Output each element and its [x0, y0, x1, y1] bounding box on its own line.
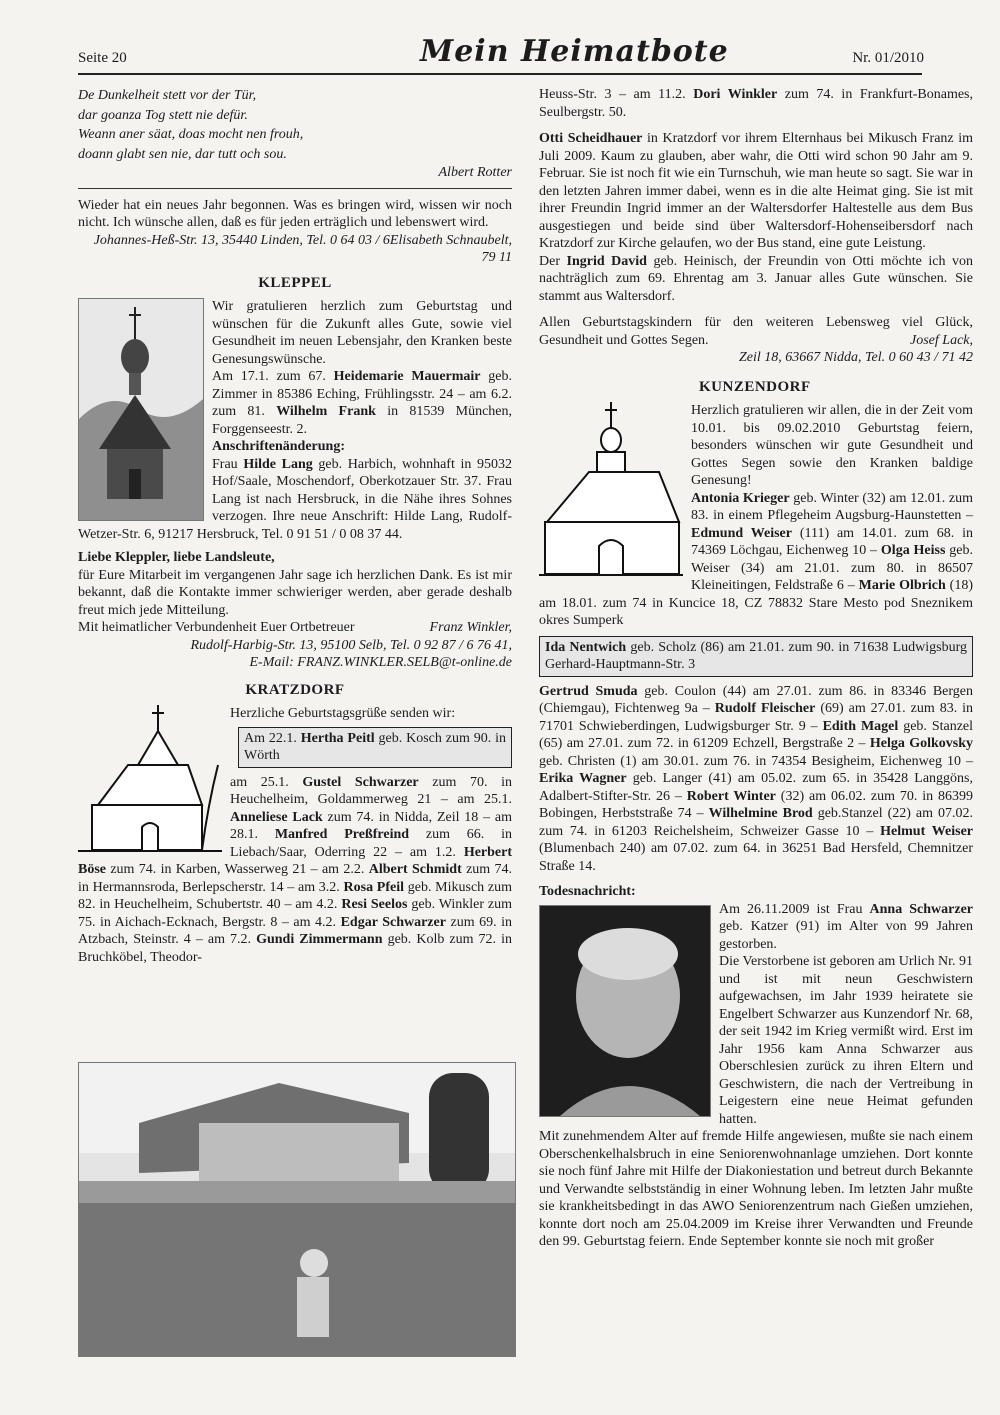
kunzendorf-birthdays: Antonia Krieger geb. Winter (32) am 12.01. zum 83. in einem Pflegeheim Augsburg-Haunstetten – Edmund Weiser (111) am 14.01. zum 68. in 74369 Löchgau, Eichenweg 10 – Olga Heiss geb. Weiser (34) am 21.01. zum 80. in 86507 Kleineitingen, Feldstraße 6 – Marie Olbrich (18) am 18.01. zum 74 in Kuncice 18, CZ 78832 Stare Mesto pod Sneznikem okres Sumperk: [539, 490, 974, 628]
portrait-photo: [539, 905, 711, 1117]
greeting-close: Mit heimatlicher Verbundenheit Euer Ortbetreuer Franz Winkler,: [78, 620, 512, 635]
greeting-heading: Liebe Kleppler, liebe Landsleute,: [78, 550, 275, 565]
kleppel-birthdays: Am 17.1. zum 67. Heidemarie Mauermair geb. Zimmer in 85386 Eching, Frühlingsstr. 24 – am 6.2. zum 81. Wilhelm Frank in 81539 München, Forggenseestr. 2.: [212, 369, 513, 437]
kratzdorf-birthdays: am 25.1. Gustel Schwarzer zum 70. in Heuchelheim, Goldammerweg 21 – am 25.1. Anneliese Lack zum 74. in Nidda, Zeil 18 – am 28.1. Manfred Preßfreind zum 66. in Liebach/Saar, Oderring 22 – am 1.2. Herbert Böse zum 74. in Karben, Wasserweg 21 – am 2.2. Albert Schmidt zum 74. in Hermannsroda, Berlepscherstr. 14 – am 3.2. Rosa Pfeil geb. Mikusch zum 82. in Heuchelheim, Schubertstr. 40 – am 4.2. Resi Seelos geb. Winkler zum 75. in Aichach-Ecknach, Bergstr. 8 – am 4.2. Edgar Schwarzer zum 69. in Atzbach, Steinstr. 4 – am 7.2. Gundi Zimmermann geb. Kolb zum 72. in Bruchköbel, Theodor-: [78, 774, 513, 965]
highlight-box: Am 22.1. Hertha Peitl geb. Kosch zum 90. in Wörth: [238, 727, 512, 768]
wishes-text: Allen Geburtstagskindern für den weiteren Lebensweg viel Glück, Gesundheit und Gottes Segen. Josef Lack,: [539, 315, 973, 348]
kunzendorf-church-drawing: [539, 402, 683, 580]
newspaper-title: Mein Heimatbote: [420, 34, 729, 69]
poem-author: Albert Rotter: [438, 165, 512, 180]
obituary-biography: Die Verstorbene ist geboren am Urlich Nr. 91 und ist mit neun Geschwistern aufgewachsen, im Jahr 1939 heiratete sie Engelbert Schwarzer aus Kunzendorf Nr. 68, der seit 1942 im Krieg vermißt wird. Erst im Jahr 1956 kam Anna Schwarzer aus Oberschlesien zurück zu ihren Eltern und Geschwistern, die nach der Vertreibung in Leigestern eine neue Heimat gefunden hatten.: [719, 954, 974, 1127]
newyear-text: Wieder hat ein neues Jahr begonnen. Was es bringen wird, wissen wir noch nicht. Ich wünsche allen, daß es für jeden erträglich und lebenswert wird. Elisabeth Schnaubelt,: [78, 197, 512, 248]
ingrid-text: Der Ingrid David geb. Heinisch, der Freundin von Otti möchte ich von nachträglich zum 69. Ehrentag am 3. Januar alles Gute wünschen. Sie stammt aus Waltersdorf.: [539, 253, 974, 304]
poem-line: De Dunkelheit stett vor der Tür,: [78, 88, 257, 103]
kleppel-intro: Wir gratulieren herzlich zum Geburtstag und wünschen für die Zukunft alles Gute, sowie viel Gesundheit im neuen Lebensjahr, den Kranken beste Genesungswünsche.: [212, 299, 512, 367]
newyear-address: Johannes-Heß-Str. 13, 35440 Linden, Tel. 0 64 03 / 6 79 11: [93, 232, 512, 265]
obituary-intro: Am 26.11.2009 ist Frau Anna Schwarzer geb. Katzer (91) im Alter von 99 Jahren gestorben.: [719, 901, 974, 952]
left-column: [78, 86, 512, 966]
highlight-box: Ida Nentwich geb. Scholz (86) am 21.01. zum 90. in 71638 Ludwigsburg Gerhard-Hauptmann-Str. 3: [539, 636, 973, 677]
section-heading-kunzendorf: KUNZENDORF: [699, 378, 811, 395]
divider: [78, 188, 512, 189]
kratzdorf-church-drawing: [78, 705, 222, 855]
kratzdorf-house-photo: [78, 1062, 516, 1357]
kratzdorf-continued: Heuss-Str. 3 – am 11.2. Dori Winkler zum 74. in Frankfurt-Bonames, Seulbergstr. 50.: [539, 87, 973, 120]
section-heading-kratzdorf: KRATZDORF: [245, 681, 345, 698]
poem-line: doann glabt sen nie, dar tutt och sou.: [78, 146, 287, 162]
kunzendorf-birthdays-2: Gertrud Smuda geb. Coulon (44) am 27.01. zum 86. in 83346 Bergen (Chiemgau), Fichtenweg 9a – Rudolf Fleischer (69) am 27.01. zum 83. in 71701 Schwieberdingen, Ludwigsburger Str. 9 – Edith Magel geb. Stanzel (65) am 27.01. zum 72. in 61209 Echzell, Bergstraße 2 – Helga Golkovsky geb. Christen (1) am 30.01. zum 76. in 74354 Besigheim, Eichenweg 10 – Erika Wagner geb. Langer (41) am 05.02. zum 65. in 35428 Langgöns, Adalbert-Stifter-Str. 26 – Robert Winter (32) am 06.02. zum 70. in 86399 Bobingen, Herbststraße 74 – Wilhelmine Brod geb.Stanzel (22) am 07.02. zum 74. in 61203 Reichelsheim, Schweizer Gasse 10 – Helmut Weiser (Blumenbach 240) am 07.02. zum 64. in 36251 Bad Hersfeld, Chemnitzer Straße 14.: [539, 683, 974, 874]
poem-line: dar goanza Tog stett nie defür.: [78, 107, 248, 123]
kleppel-church-photo: [78, 298, 204, 521]
address-change-text: Frau Hilde Lang geb. Harbich, wohnhaft in 95032 Hof/Saale, Moschendorf, Oberkotzauer Str. 37. Frau Lang ist nach Hersbruck, in die Nähe ihres Sohnes verzogen. Ihre neue Anschrift: Hilde Lang, Rudolf-Wetzer-Str. 6, 91217 Hersbruck, Tel. 0 91 51 / 0 08 37 44.: [78, 456, 513, 542]
otti-text: Otti Scheidhauer in Kratzdorf vor ihrem Elternhaus bei Mikusch Franz im Juli 2009. Kaum zu glauben, aber wahr, die Otti wird schon 90 Jahr am 9. Februar. Sie ist noch fit wie ein Turnschuh, wie man heute so sagt. Sie war in den letzten Jahren immer dabei, wenn es in die alte Heimat ging. Sie ist mit ihrer Freundin Ingrid immer an der Waltersdorfer Haltestelle aus dem Bus ausgestiegen und beide sind über Waltersdorf-Hohenseibersdorf nach Kratzdorf zur Kirche gelaufen, wo der Bus stand, eine gute Leistung.: [539, 131, 974, 251]
page-number: Seite 20: [78, 50, 127, 66]
obituary-heading: Todesnachricht:: [539, 884, 636, 899]
poem-line: Weann aner säat, doas mocht nen frouh,: [78, 127, 304, 142]
page-header: [0, 0, 1000, 80]
poem: [78, 86, 512, 182]
greeting-text: für Eure Mitarbeit im vergangenen Jahr sage ich herzlichen Dank. Es ist mir bekannt, daß die Kontakte immer schwieriger werden, aber gerade deshalb freut mich jede Mitteilung.: [78, 567, 512, 618]
kunzendorf-intro: Herzlich gratulieren wir allen, die in der Zeit vom 10.01. bis 09.02.2010 Geburtstag feiern, besonders wünschen wir gute Gesundheit und Gottes Segen sowie den Kranken baldige Genesung!: [691, 403, 973, 488]
right-column: [539, 86, 973, 1251]
section-heading-kleppel: KLEPPEL: [258, 274, 332, 291]
signature-address: Zeil 18, 63667 Nidda, Tel. 0 60 43 / 71 42: [738, 350, 973, 365]
kratzdorf-intro: Herzliche Geburtstagsgrüße senden wir:: [230, 706, 456, 721]
header-rule: [78, 73, 922, 75]
issue-number: Nr. 01/2010: [852, 50, 924, 66]
obituary-later-life: Mit zunehmendem Alter auf fremde Hilfe angewiesen, mußte sie nach einem Oberschenkelhalsbruch in eine Seniorenwohnanlage umziehen. Dort konnte sie noch fünf Jahre mit Hilfe der Diakoniestation und betreut durch Bekannte und Verwandte selbstständig in einer Wohnung leben. Im letzten Jahr mußte sie krankheitsbedingt in das AWO Seniorenzentrum nach Gießen umziehen, konnte dort noch am 25.04.2009 im Kreise ihrer Verwandten und Freunde den 99. Geburtstag feiern. Ende September konnte sie noch mit großer: [539, 1129, 973, 1249]
address-change-heading: Anschriftenänderung:: [212, 439, 346, 454]
greeting-address: Rudolf-Harbig-Str. 13, 95100 Selb, Tel. 0 92 87 / 6 76 41,: [190, 637, 512, 653]
greeting-email: E-Mail: FRANZ.WINKLER.SELB@t-online.de: [249, 655, 512, 670]
